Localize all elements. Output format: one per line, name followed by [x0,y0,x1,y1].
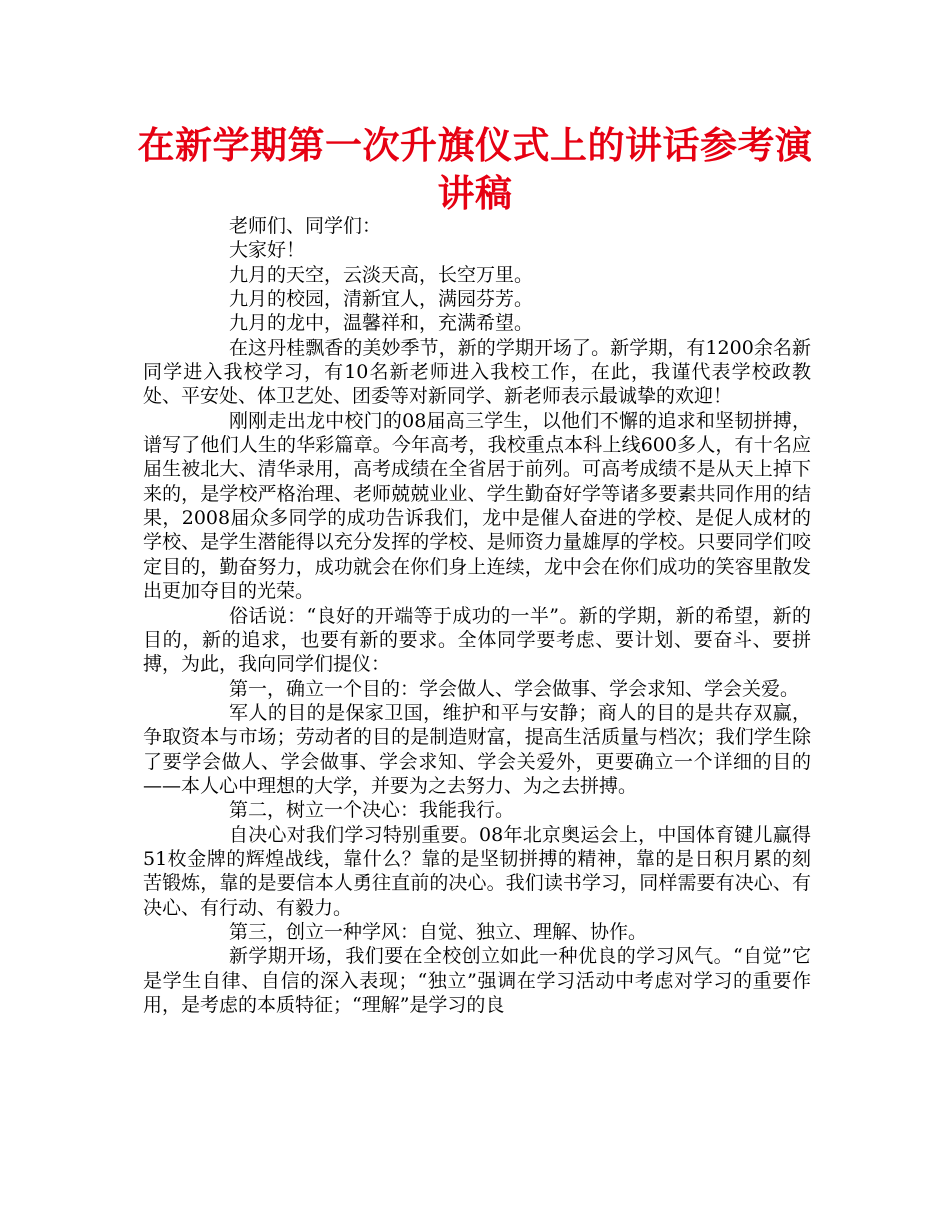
paragraph: 九月的天空，云淡天高，长空万里。 [229,263,534,286]
paragraph: 第三，创立一种学风：自觉、独立、理解、协作。 [229,920,648,943]
paragraph: 新学期开场，我们要在全校创立如此一种优良的学习风气。“自觉”它是学生自律、自信的深入表现；“独立”强调在学习活动中考虑对学习的重要作用，是考虑的本质特征；“理解”是学习的良 [143,945,811,1016]
document-body [143,214,811,1017]
paragraph: 九月的校园，清新宜人，满园芬芳。 [229,288,534,311]
paragraph: 第二，树立一个决心：我能我行。 [229,799,515,822]
paragraph: 军人的目的是保家卫国，维护和平与安静；商人的目的是共存双赢，争取资本与市场；劳动者的目的是制造财富，提高生活质量与档次；我们学生除了要学会做人、学会做事、学会求知、学会关爱外，更要确立一个详细的目的——本人心中理想的大学，并要为之去努力、为之去拼搏。 [143,701,811,797]
paragraph: 自决心对我们学习特别重要。08年北京奥运会上，中国体育键儿赢得51枚金牌的辉煌战线，靠什么？靠的是坚韧拼搏的精神，靠的是日积月累的刻苦锻炼，靠的是要信本人勇往直前的决心。我们读书学习，同样需要有决心、有决心、有行动、有毅力。 [143,823,811,919]
paragraph: 在这丹桂飘香的美妙季节，新的学期开场了。新学期，有1200余名新同学进入我校学习，有10名新老师进入我校工作，在此，我谨代表学校政教处、平安处、体卫艺处、团委等对新同学、新老师表示最诚挚的欢迎！ [143,336,811,408]
page-title: 在新学期第一次升旗仪式上的讲话参考演讲稿 [137,124,813,215]
greeting: 大家好！ [229,239,306,262]
paragraph: 第一，确立一个目的：学会做人、学会做事、学会求知、学会关爱。 [229,677,800,700]
paragraph: 刚刚走出龙中校门的08届高三学生，以他们不懈的追求和坚韧拼搏，谱写了他们人生的华彩篇章。今年高考，我校重点本科上线600多人，有十名应届生被北大、清华录用，高考成绩在全省居于前列。可高考成绩不是从天上掉下来的，是学校严格治理、老师兢兢业业、学生勤奋好学等诸多要素共同作用的结果，2008届众多同学的成功告诉我们，龙中是催人奋进的学校、是促人成材的学校、是学生潜能得以充分发挥的学校、是师资力量雄厚的学校。只要同学们咬定目的，勤奋努力，成功就会在你们身上连续，龙中会在你们成功的笑容里散发出更加夺目的光荣。 [143,409,811,603]
paragraph: 俗话说：“良好的开端等于成功的一半”。新的学期，新的希望，新的目的，新的追求，也要有新的要求。全体同学要考虑、要计划、要奋斗、要拼搏，为此，我向同学们提仪： [143,604,811,676]
paragraph: 九月的龙中，温馨祥和，充满希望。 [229,312,534,335]
salutation: 老师们、同学们： [229,215,382,237]
